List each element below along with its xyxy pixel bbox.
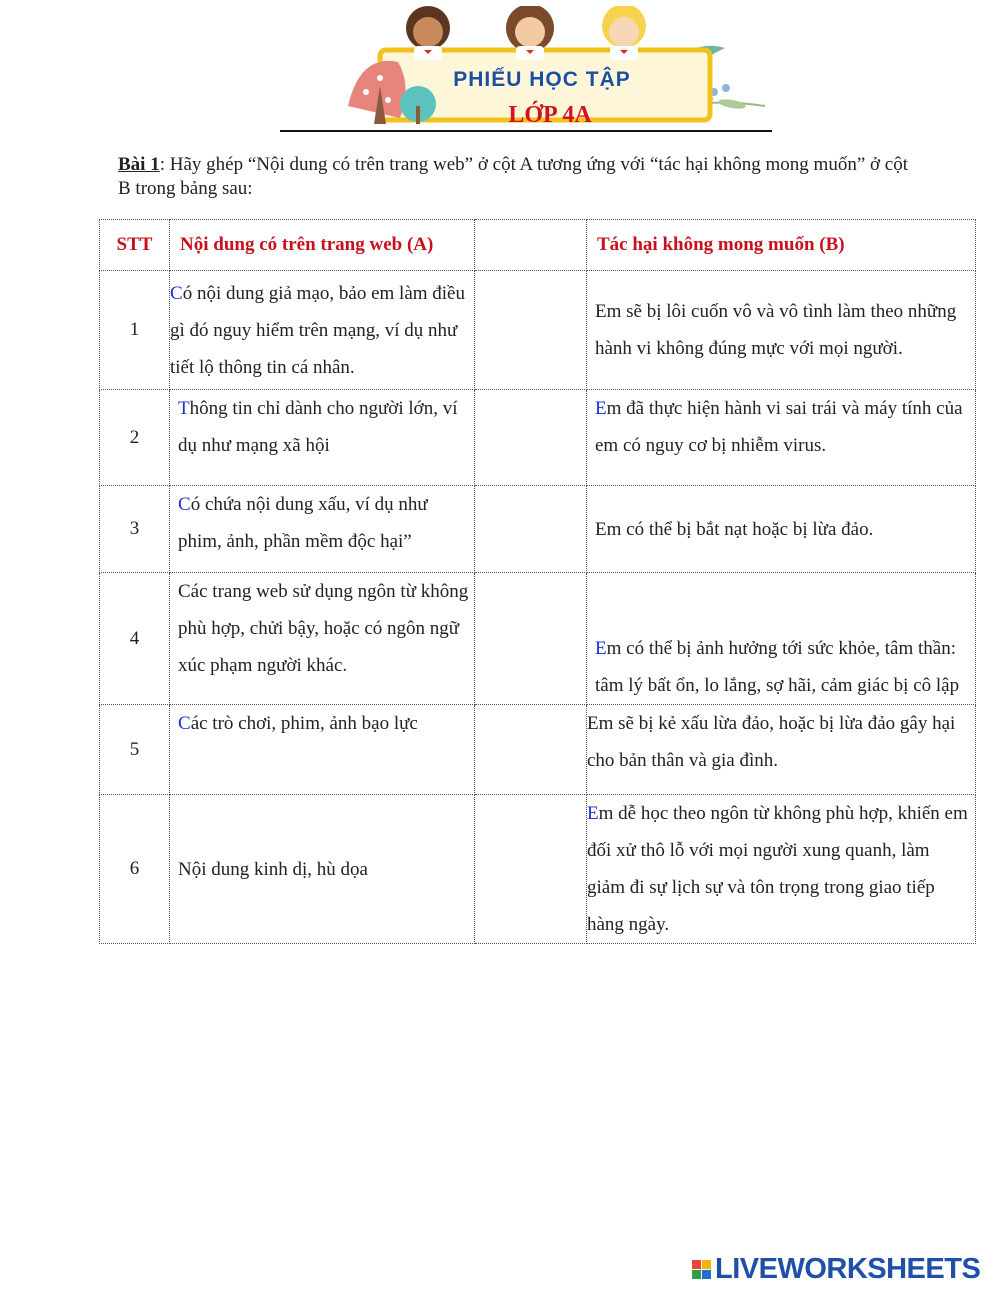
header-stt: STT [100,220,170,271]
column-b-cell[interactable] [587,271,976,390]
cell-text: Em sẽ bị kẻ xấu lừa đảo, hoặc bị lừa đảo gây hại cho bản thân và gia đình. [587,713,956,771]
row-number: 4 [100,573,170,705]
answer-drop-zone[interactable] [475,271,587,390]
cell-text: Em sẽ bị lôi cuốn vô và vô tình làm theo những hành vi không đúng mực với mọi người. [595,301,957,359]
column-b-cell[interactable] [587,390,976,486]
cell-text: Nội dung kinh dị, hù dọa [178,858,368,880]
answer-drop-zone[interactable] [475,486,587,573]
column-a-cell [170,795,475,944]
column-a-cell [170,271,475,390]
worksheet-title: PHIẾU HỌC TẬP [453,68,631,91]
column-a-cell [170,573,475,705]
cell-text: m đã thực hiện hành vi sai trái và máy tính của em có nguy cơ bị nhiễm virus. [595,398,963,456]
header-column-a-label: Nội dung có trên trang web (A) [180,234,434,255]
first-letter: C [178,494,191,515]
liveworksheets-logo[interactable] [692,1253,980,1285]
table-row [100,795,976,944]
header-column-b [587,220,976,271]
table-header-row [100,220,976,271]
row-number: 1 [100,271,170,390]
first-letter: T [178,398,190,419]
table-row [100,705,976,795]
cell-text: m dễ học theo ngôn từ không phù hợp, khiến em đối xử thô lỗ với mọi người xung quanh, làm giảm đi sự lịch sự và tôn trọng trong giao tiếp hàng ngày. [587,803,968,935]
header-spacer [475,220,587,271]
row-number: 2 [100,390,170,486]
class-label: LỚP 4A [508,102,592,128]
header-divider [280,130,772,132]
table-row [100,271,976,390]
column-b-cell[interactable] [587,573,976,705]
first-letter: E [595,638,607,659]
exercise-label: Bài 1 [118,154,160,175]
worksheet-banner [340,6,770,130]
first-letter: C [170,282,183,304]
matching-table [99,219,976,944]
cell-text: Em có thể bị bắt nạt hoặc bị lừa đảo. [595,518,874,540]
table-row [100,573,976,705]
column-a-cell [170,705,475,795]
table-row [100,390,976,486]
cell-text: hông tin chỉ dành cho người lớn, ví dụ như mạng xã hội [178,398,458,456]
cell-text: ó chứa nội dung xấu, ví dụ như phim, ảnh, phần mềm độc hại” [178,494,428,552]
row-number: 5 [100,705,170,795]
column-a-cell [170,390,475,486]
table-row [100,486,976,573]
exercise-instruction [118,153,918,201]
cell-text: m có thể bị ảnh hưởng tới sức khỏe, tâm thần: tâm lý bất ổn, lo lắng, sợ hãi, cảm giác bị cô lập [595,638,960,696]
first-letter: E [587,803,599,824]
liveworksheets-logo-text: LIVEWORKSHEETS [715,1252,981,1285]
answer-drop-zone[interactable] [475,705,587,795]
column-b-cell[interactable] [587,795,976,944]
column-a-cell [170,486,475,573]
first-letter: E [595,398,607,419]
first-letter: C [178,713,191,734]
exercise-text: : Hãy ghép “Nội dung có trên trang web” ở cột A tương ứng với “tác hại không mong muốn” ở cột B trong bảng sau: [118,154,909,199]
column-b-cell[interactable] [587,705,976,795]
column-b-cell[interactable] [587,486,976,573]
header-column-b-label: Tác hại không mong muốn (B) [597,234,845,255]
cell-text: ác trò chơi, phim, ảnh bạo lực [190,713,418,734]
row-number: 6 [100,795,170,944]
row-number: 3 [100,486,170,573]
answer-drop-zone[interactable] [475,573,587,705]
answer-drop-zone[interactable] [475,795,587,944]
cell-text: Các trang web sử dụng ngôn từ không phù hợp, chửi bậy, hoặc có ngôn ngữ xúc phạm người khác. [178,581,469,676]
answer-drop-zone[interactable] [475,390,587,486]
cell-text: ó nội dung giả mạo, bảo em làm điều gì đó nguy hiểm trên mạng, ví dụ như tiết lộ thông tin cá nhân. [170,282,465,378]
liveworksheets-logo-icon [692,1260,711,1279]
header-column-a [170,220,475,271]
